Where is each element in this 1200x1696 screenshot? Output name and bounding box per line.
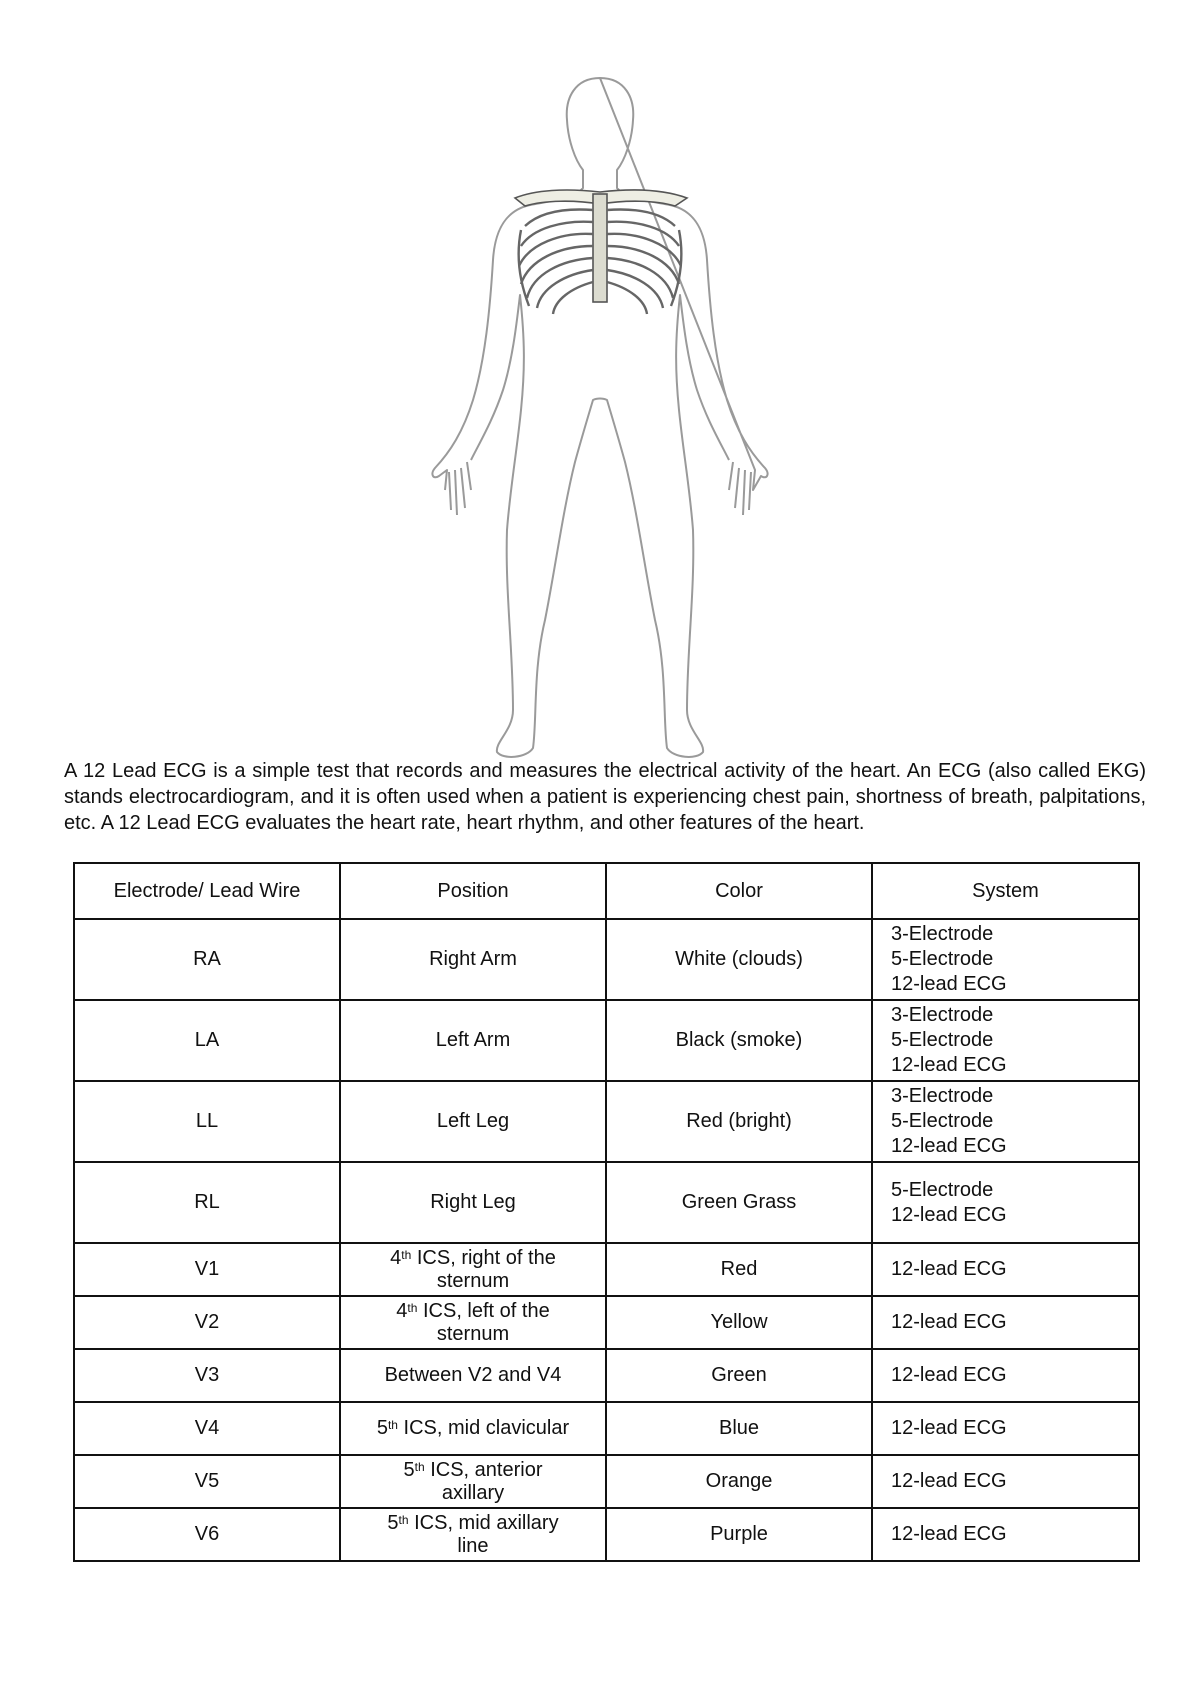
ordinal-suffix: th <box>407 1300 418 1315</box>
ordinal-suffix: th <box>414 1459 425 1474</box>
system-line: 12-lead ECG <box>891 1364 1007 1386</box>
body-outline-figure <box>425 70 775 760</box>
header-color: Color <box>606 863 872 919</box>
lead-cell: V4 <box>74 1402 340 1455</box>
system-cell <box>872 1455 1139 1508</box>
position-line <box>341 1247 605 1270</box>
rib-cage-illustration <box>515 190 687 314</box>
color-cell: Green <box>606 1349 872 1402</box>
ics-number: 5 <box>376 1417 388 1439</box>
system-cell <box>872 1402 1139 1455</box>
system-line: 12-lead ECG <box>891 973 1007 995</box>
lead-cell: RA <box>74 919 340 1000</box>
ics-number: 5 <box>387 1511 399 1534</box>
position-cell <box>340 1455 606 1508</box>
system-line: 5-Electrode <box>891 1029 994 1051</box>
ics-number: 5 <box>403 1458 415 1481</box>
table-row <box>74 1081 1139 1162</box>
system-cell <box>872 1349 1139 1402</box>
color-cell: Yellow <box>606 1296 872 1349</box>
header-position: Position <box>340 863 606 919</box>
lead-cell: V1 <box>74 1243 340 1296</box>
table-row <box>74 1243 1139 1296</box>
system-cell <box>872 1508 1139 1561</box>
system-line: 3-Electrode <box>891 1085 994 1107</box>
system-line: 5-Electrode <box>891 948 994 970</box>
system-cell <box>872 919 1139 1000</box>
system-cell <box>872 1296 1139 1349</box>
lead-cell: V2 <box>74 1296 340 1349</box>
position-cell <box>340 1508 606 1561</box>
color-cell: Red (bright) <box>606 1081 872 1162</box>
position-cell <box>340 1402 606 1455</box>
lead-cell: LA <box>74 1000 340 1081</box>
position-cell: Left Arm <box>340 1000 606 1081</box>
system-cell <box>872 1081 1139 1162</box>
ordinal-suffix: th <box>398 1512 409 1527</box>
system-line: 12-lead ECG <box>891 1258 1007 1280</box>
color-cell: White (clouds) <box>606 919 872 1000</box>
position-text: ICS, mid clavicular <box>397 1417 570 1439</box>
electrode-placement-table <box>73 862 1140 1562</box>
position-cell <box>340 1296 606 1349</box>
color-cell: Blue <box>606 1402 872 1455</box>
system-line: 12-lead ECG <box>891 1203 1007 1226</box>
system-cell <box>872 1243 1139 1296</box>
intro-paragraph: A 12 Lead ECG is a simple test that records and measures the electrical activity of the heart. An ECG (also called EKG) stands electrocardiogram, and it is often used when a patient is experiencing chest pain, shortness of breath, palpitations, etc. A 12 Lead ECG evaluates the heart rate, heart rhythm, and other features of the heart. <box>64 760 1146 834</box>
position-line: sternum <box>436 1322 510 1345</box>
position-line: sternum <box>436 1269 510 1292</box>
position-text: ICS, right of the <box>411 1246 556 1269</box>
position-line: line <box>457 1534 489 1557</box>
header-system: System <box>872 863 1139 919</box>
table-row <box>74 919 1139 1000</box>
table-row <box>74 1402 1139 1455</box>
table-row <box>74 1455 1139 1508</box>
position-text: ICS, mid axillary <box>408 1511 559 1534</box>
color-cell: Green Grass <box>606 1162 872 1243</box>
position-cell: Left Leg <box>340 1081 606 1162</box>
position-cell: Right Leg <box>340 1162 606 1243</box>
lead-cell: V3 <box>74 1349 340 1402</box>
color-cell: Orange <box>606 1455 872 1508</box>
lead-cell: V5 <box>74 1455 340 1508</box>
header-electrode: Electrode/ Lead Wire <box>74 863 340 919</box>
system-cell <box>872 1000 1139 1081</box>
system-line: 3-Electrode <box>891 923 994 945</box>
table-row <box>74 1296 1139 1349</box>
system-line: 12-lead ECG <box>891 1054 1007 1076</box>
position-cell: Right Arm <box>340 919 606 1000</box>
table-row <box>74 1508 1139 1561</box>
position-cell: Between V2 and V4 <box>340 1349 606 1402</box>
position-line: axillary <box>441 1481 505 1504</box>
system-line: 12-lead ECG <box>891 1523 1007 1545</box>
body-outline <box>432 78 767 757</box>
color-cell: Black (smoke) <box>606 1000 872 1081</box>
system-line: 5-Electrode <box>891 1178 994 1201</box>
position-text: ICS, left of the <box>417 1299 550 1322</box>
system-line: 12-lead ECG <box>891 1311 1007 1333</box>
position-line <box>341 1417 605 1440</box>
system-line: 3-Electrode <box>891 1004 994 1026</box>
table-header-row <box>74 863 1139 919</box>
system-line: 12-lead ECG <box>891 1470 1007 1492</box>
ics-number: 4 <box>396 1299 408 1322</box>
system-cell <box>872 1162 1139 1243</box>
ics-number: 4 <box>390 1246 402 1269</box>
system-line: 12-lead ECG <box>891 1417 1007 1439</box>
table-row <box>74 1349 1139 1402</box>
position-line <box>341 1459 605 1482</box>
ordinal-suffix: th <box>387 1418 398 1432</box>
position-line <box>341 1300 605 1323</box>
lead-cell: LL <box>74 1081 340 1162</box>
position-line <box>341 1512 605 1535</box>
ordinal-suffix: th <box>401 1247 412 1262</box>
table-row <box>74 1162 1139 1243</box>
lead-cell: V6 <box>74 1508 340 1561</box>
position-text: ICS, anterior <box>424 1458 543 1481</box>
table-row <box>74 1000 1139 1081</box>
system-line: 5-Electrode <box>891 1110 994 1132</box>
position-cell <box>340 1243 606 1296</box>
color-cell: Red <box>606 1243 872 1296</box>
color-cell: Purple <box>606 1508 872 1561</box>
system-line: 12-lead ECG <box>891 1135 1007 1157</box>
lead-cell: RL <box>74 1162 340 1243</box>
